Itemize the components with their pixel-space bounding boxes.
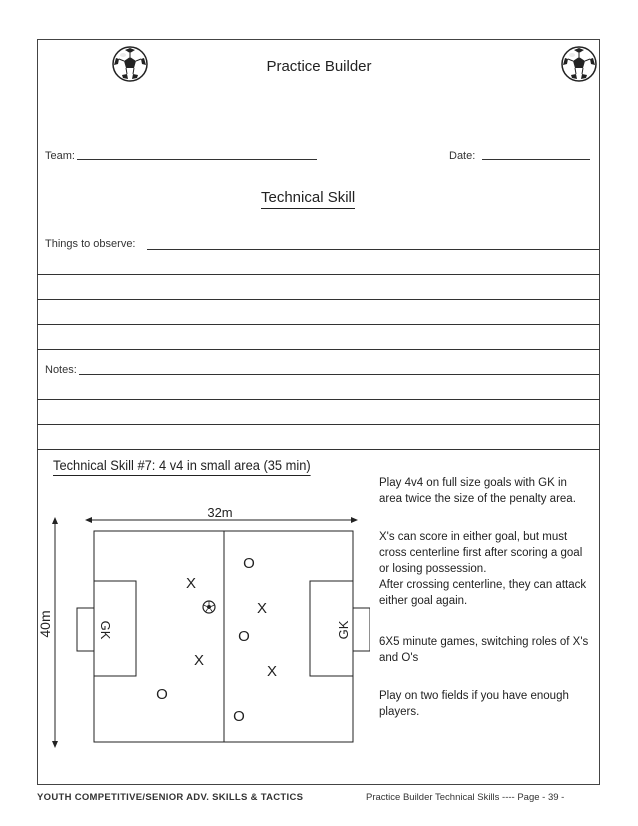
notes-line[interactable]	[37, 424, 600, 425]
gk-right-label: GK	[336, 620, 351, 640]
desc-line: Play 4v4 on full size goals with GK in	[379, 477, 567, 489]
right-goal	[353, 608, 370, 651]
desc-line: cross centerline first after scoring a goal	[379, 547, 583, 559]
desc-paragraph-1	[379, 475, 604, 507]
desc-paragraph-4	[379, 688, 604, 720]
notes-label: Notes:	[45, 364, 77, 376]
footer-right: Practice Builder Technical Skills ---- Page - 39 -	[366, 792, 565, 803]
section-title: Technical Skill	[261, 189, 355, 209]
desc-line: X's can score in either goal, but must	[379, 531, 568, 543]
date-label: Date:	[449, 150, 476, 162]
observe-line[interactable]	[37, 349, 600, 350]
observe-line[interactable]	[147, 249, 599, 250]
desc-line: 6X5 minute games, switching roles of X's	[379, 636, 589, 648]
desc-line: either goal again.	[379, 595, 468, 607]
desc-line: Play on two fields if you have enough	[379, 690, 569, 702]
desc-paragraph-2	[379, 529, 604, 609]
left-goal	[77, 608, 94, 651]
player-x: X	[266, 663, 278, 680]
desc-paragraph-3	[379, 634, 604, 666]
notes-line[interactable]	[37, 449, 600, 450]
field-diagram	[30, 500, 370, 750]
date-field[interactable]	[482, 159, 590, 160]
player-x: X	[256, 600, 268, 617]
player-o: O	[156, 686, 168, 703]
player-x: X	[185, 575, 197, 592]
player-o: O	[243, 555, 255, 572]
notes-line[interactable]	[79, 374, 599, 375]
team-field[interactable]	[77, 159, 317, 160]
team-label: Team:	[45, 150, 75, 162]
player-o: O	[233, 708, 245, 725]
player-o: O	[238, 628, 250, 645]
player-x: X	[193, 652, 205, 669]
page-title: Practice Builder	[266, 58, 372, 75]
gk-left-label: GK	[98, 620, 113, 640]
footer-left: YOUTH COMPETITIVE/SENIOR ADV. SKILLS & TACTICS	[37, 792, 304, 803]
desc-line: After crossing centerline, they can attack	[379, 579, 587, 591]
field-length-label: 40m	[37, 610, 53, 638]
observe-label: Things to observe:	[45, 238, 136, 250]
desc-line: and O's	[379, 652, 419, 664]
field-width-label: 32m	[207, 505, 233, 520]
drill-title: Technical Skill #7: 4 v4 in small area (35 min)	[53, 457, 311, 476]
desc-line: or losing possession.	[379, 563, 487, 575]
desc-line: players.	[379, 706, 420, 718]
observe-line[interactable]	[37, 274, 600, 275]
observe-line[interactable]	[37, 324, 600, 325]
ball-icon	[203, 601, 215, 613]
observe-line[interactable]	[37, 299, 600, 300]
notes-line[interactable]	[37, 399, 600, 400]
desc-line: area twice the size of the penalty area.	[379, 493, 576, 505]
